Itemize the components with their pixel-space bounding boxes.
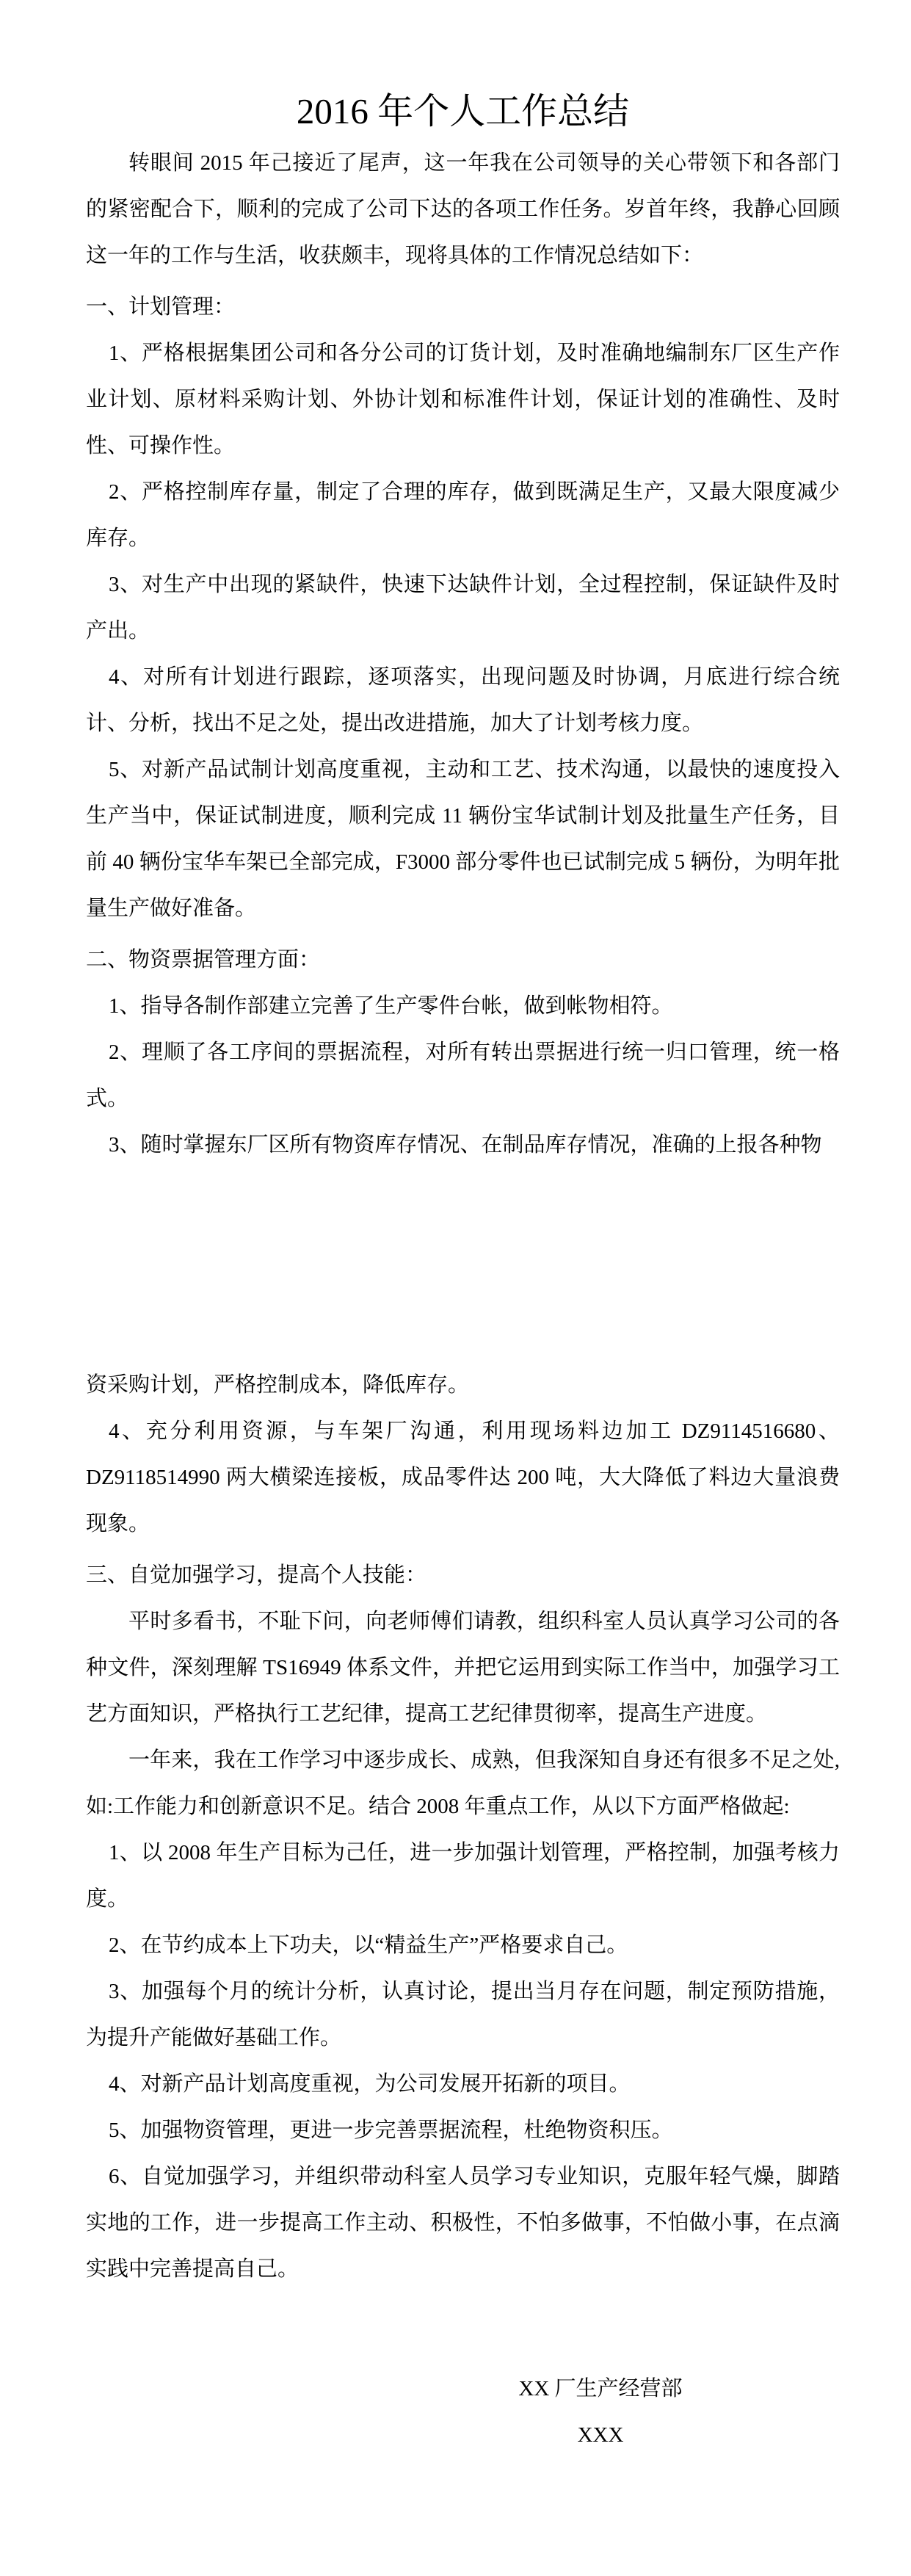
list-item: 4、对所有计划进行跟踪，逐项落实，出现问题及时协调，月底进行综合统计、分析，找出不足之处，提出改进措施，加大了计划考核力度。 <box>86 665 840 735</box>
list-item: 4、充分利用资源，与车架厂沟通，利用现场料边加工 DZ9114516680、DZ9118514990 两大横梁连接板，成品零件达 200 吨，大大降低了料边大量浪费现象。 <box>86 1419 840 1535</box>
section-heading-1: 一、计划管理： <box>86 295 236 319</box>
list-item: 5、对新产品试制计划高度重视，主动和工艺、技术沟通，以最快的速度投入生产当中，保证试制进度，顺利完成 11 辆份宝华试制计划及批量生产任务，目前 40 辆份宝华车架已全部完成，F3000 部分零件也已试制完成 5 辆份，为明年批量生产做好准备。 <box>86 758 840 920</box>
list-item: 1、严格根据集团公司和各分公司的订货计划，及时准确地编制东厂区生产作业计划、原材料采购计划、外协计划和标准件计划，保证计划的准确性、及时性、可操作性。 <box>86 341 840 457</box>
body-paragraph: 平时多看书，不耻下问，向老师傅们请教，组织科室人员认真学习公司的各种文件，深刻理解 TS16949 体系文件，并把它运用到实际工作当中，加强学习工艺方面知识，严格执行工艺纪律，提高工艺纪律贯彻率，提高生产进度。 <box>86 1610 840 1726</box>
signature-name: XXX <box>577 2423 624 2447</box>
list-item: 6、自觉加强学习，并组织带动科室人员学习专业知识，克服年轻气燥，脚踏实地的工作，进一步提高工作主动、积极性，不怕多做事，不怕做小事，在点滴实践中完善提高自己。 <box>86 2165 840 2281</box>
list-item: 2、理顺了各工序间的票据流程，对所有转出票据进行统一归口管理，统一格式。 <box>86 1041 840 1110</box>
list-item: 1、指导各制作部建立完善了生产零件台帐，做到帐物相符。 <box>109 994 673 1018</box>
list-item: 3、对生产中出现的紧缺件，快速下达缺件计划，全过程控制，保证缺件及时产出。 <box>86 573 840 643</box>
list-item: 3、加强每个月的统计分析，认真讨论，提出当月存在问题，制定预防措施，为提升产能做好基础工作。 <box>86 1980 840 2049</box>
list-item: 2、严格控制库存量，制定了合理的库存，做到既满足生产，又最大限度减少库存。 <box>86 480 840 550</box>
document-title: 2016 年个人工作总结 <box>296 91 630 131</box>
list-item: 1、以 2008 年生产目标为己任，进一步加强计划管理，严格控制，加强考核力度。 <box>86 1841 840 1911</box>
signature-department: XX 厂生产经营部 <box>518 2377 683 2400</box>
body-paragraph: 一年来，我在工作学习中逐步成长、成熟，但我深知自身还有很多不足之处, 如:工作能力和创新意识不足。结合 2008 年重点工作，从以下方面严格做起: <box>86 1748 840 1818</box>
list-item: 2、在节约成本上下功夫，以“精益生产”严格要求自己。 <box>109 1933 628 1957</box>
list-item-part-1: 3、随时掌握东厂区所有物资库存情况、在制品库存情况，准确的上报各种物 <box>109 1133 822 1157</box>
page-break-gap <box>86 1168 840 1362</box>
signature-block <box>483 2366 718 2459</box>
list-item: 5、加强物资管理，更进一步完善票据流程，杜绝物资积压。 <box>109 2119 673 2142</box>
list-item-part-2: 资采购计划，严格控制成本，降低库存。 <box>86 1373 470 1397</box>
intro-paragraph: 转眼间 2015 年己接近了尾声，这一年我在公司领导的关心带领下和各部门的紧密配合下，顺利的完成了公司下达的各项工作任务。岁首年终，我静心回顾这一年的工作与生活，收获颇丰，现将具体的工作情况总结如下： <box>86 151 840 267</box>
list-item: 4、对新产品计划高度重视，为公司发展开拓新的项目。 <box>109 2072 631 2096</box>
section-heading-3: 三、自觉加强学习，提高个人技能： <box>86 1563 427 1587</box>
section-heading-2: 二、物资票据管理方面： <box>86 948 321 972</box>
